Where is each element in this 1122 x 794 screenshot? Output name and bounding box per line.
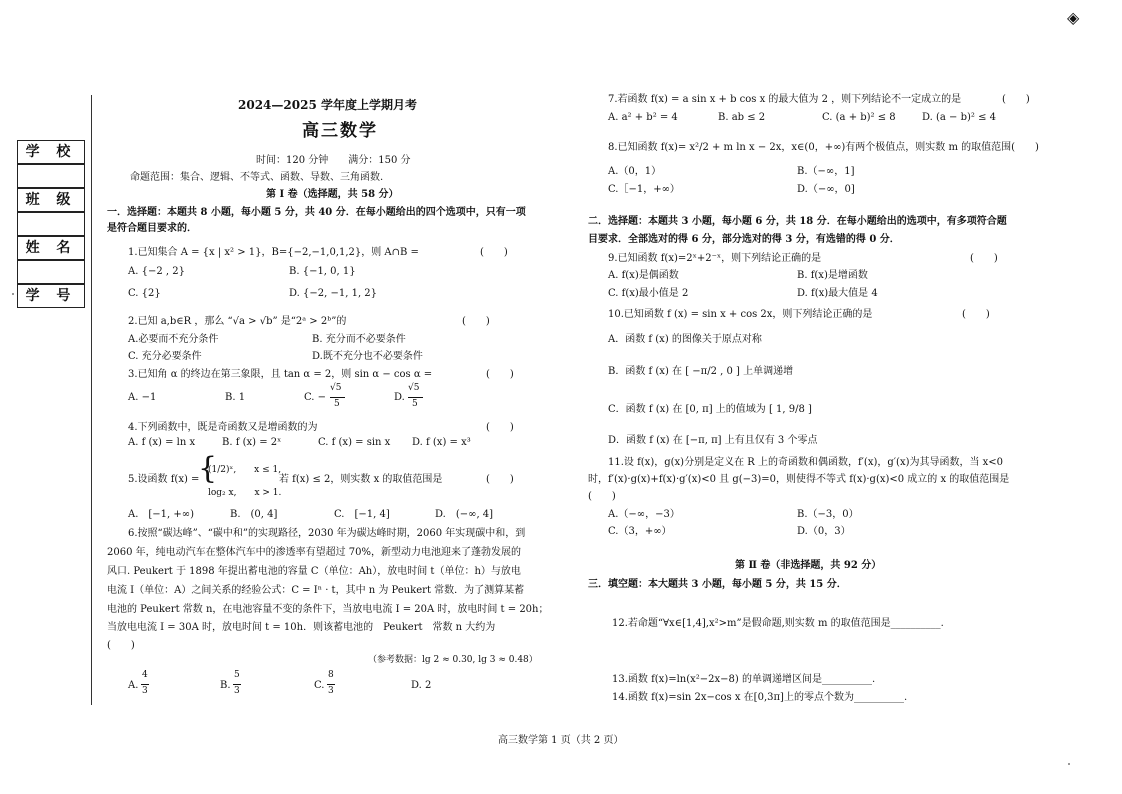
exam-title: 2024—2025 学年度上学期月考: [238, 98, 417, 112]
q9-option-c: C. f(x)最小值是 2: [608, 288, 689, 299]
q7-answer-paren: ( ): [1002, 94, 1030, 105]
q2-option-a: A.必要而不充分条件: [128, 334, 219, 345]
q6-line-2: 2060 年，纯电动汽车在整体汽车中的渗透率有望超过 70%，新型动力电池迎来了蓬勃发展的: [107, 547, 522, 558]
q6-option-d: D. 2: [411, 680, 432, 691]
q6-line-1: 6.按照“碳达峰”、“碳中和”的实现路径，2030 年为碳达峰时期，2060 年实现碳中和，到: [128, 528, 526, 539]
q3-option-d-numerator: √5: [408, 383, 420, 393]
q7-stem: 7.若函数 f(x) = a sin x + b cos x 的最大值为 2 ，则下列结论不一定成立的是: [608, 94, 962, 105]
class-blank: [17, 212, 85, 236]
q8-stem: 8.已知函数 f(x)= x²/2 + m ln x − 2x，x∈(0，+∞)有两个极值点，则实数 m 的取值范围( ): [608, 142, 1039, 153]
class-field: 班 级: [17, 188, 85, 212]
page-footer: 高三数学第 1 页（共 2 页）: [498, 735, 624, 746]
q1-option-c: C. {2}: [128, 288, 161, 299]
student-id-field: 学 号: [17, 284, 85, 308]
q9-option-d: D. f(x)最大值是 4: [797, 288, 878, 299]
school-field: 学 校: [17, 140, 85, 164]
section2-heading: 二．选择题：本题共 3 小题，每小题 6 分，共 18 分．在每小题给出的选项中，有多项符合题: [588, 216, 1007, 227]
q11-line-2: 时，f′(x)·g(x)+f(x)·g′(x)<0 且 g(−3)=0，则使得不等式 f(x)·g(x)<0 成立的 x 的取值范围是: [588, 474, 1010, 485]
q1-option-b: B. {−1, 0, 1}: [289, 266, 356, 277]
q7-option-a: A. a² + b² = 4: [608, 112, 678, 123]
q10-option-b: B．函数 f (x) 在 [ −π/2 , 0 ] 上单调递增: [608, 366, 794, 377]
q3-option-a: A. −1: [128, 392, 157, 403]
q6-option-a: A.: [128, 680, 139, 691]
section2-heading-cont: 目要求．全部选对的得 6 分，部分选对的得 3 分，有选错的得 0 分．: [588, 234, 900, 245]
q10-option-c: C．函数 f (x) 在 [0, π] 上的值域为 [ 1, 9/8 ]: [608, 404, 812, 415]
scan-speck: [1068, 763, 1070, 765]
q9-stem: 9.已知函数 f(x)=2ˣ+2⁻ˣ，则下列结论正确的是: [608, 253, 822, 264]
q6-option-c: C.: [314, 680, 325, 691]
registration-mark: ◈: [1067, 8, 1080, 27]
q2-option-d: D.既不充分也不必要条件: [312, 351, 423, 362]
q5-answer-paren: ( ): [486, 474, 514, 485]
q10-answer-paren: ( ): [962, 309, 990, 320]
q4-option-d: D. f (x) = x³: [412, 437, 471, 448]
part2-heading: 第 Ⅱ 卷（非选择题，共 92 分）: [735, 560, 882, 571]
q6-option-c-den: 3: [328, 686, 334, 696]
q3-option-c-prefix: C. −: [304, 392, 327, 403]
q10-stem: 10.已知函数 f (x) = sin x + cos 2x，则下列结论正确的是: [608, 309, 873, 320]
q2-answer-paren: ( ): [462, 316, 490, 327]
q6-option-c-num: 8: [328, 670, 334, 680]
q11-line-1: 11.设 f(x)，g(x)分别是定义在 R 上的奇函数和偶函数，f′(x)，g′(x)为其导函数，当 x<0: [608, 457, 1004, 468]
q5-brace: {: [198, 451, 218, 486]
q1-stem: 1.已知集合 A = {x | x² > 1}，B={−2,−1,0,1,2}，则 A∩B =: [128, 247, 419, 258]
q2-option-b: B. 充分而不必要条件: [312, 334, 406, 345]
q10-option-d: D．函数 f (x) 在 [−π, π] 上有且仅有 3 个零点: [608, 435, 818, 446]
q5-option-a: A. [−1, +∞): [128, 509, 195, 520]
name-field: 姓 名: [17, 236, 85, 260]
q4-option-b: B. f (x) = 2ˣ: [222, 437, 282, 448]
q9-option-b: B. f(x)是增函数: [797, 270, 868, 281]
q8-option-d: D.（−∞，0]: [797, 184, 855, 195]
q3-stem: 3.已知角 α 的终边在第三象限，且 tan α = 2，则 sin α − cos α =: [128, 369, 433, 380]
q8-option-a: A.（0，1）: [608, 166, 662, 177]
q5-option-b: B. (0, 4]: [230, 509, 278, 520]
q8-option-b: B.（−∞，1]: [797, 166, 855, 177]
q11-option-c: C.（3，+∞）: [608, 526, 672, 537]
q3-option-d-bar: [408, 397, 423, 398]
q4-option-c: C. f (x) = sin x: [318, 437, 391, 448]
exam-scope: 命题范围：集合、逻辑、不等式、函数、导数、三角函数.: [130, 172, 384, 183]
q5-case-1: (1/2)ˣ, x ≤ 1,: [208, 465, 282, 475]
q1-option-a: A. {−2 , 2}: [128, 266, 185, 277]
time-score: 时间：120 分钟 满分：150 分: [256, 155, 411, 166]
q6-line-6: 当放电电流 I = 30A 时，放电时间 t = 10h．则该蓄电池的 Peukert 常数 n 大约为: [107, 622, 496, 633]
q11-option-a: A.（−∞，−3）: [608, 509, 680, 520]
q7-option-c: C. (a + b)² ≤ 8: [822, 112, 896, 123]
q1-option-d: D. {−2, −1, 1, 2}: [289, 288, 378, 299]
school-blank: [17, 164, 85, 188]
q3-option-c-numerator: √5: [330, 383, 342, 393]
q7-option-b: B. ab ≤ 2: [718, 112, 766, 123]
q11-option-b: B.（−3，0）: [797, 509, 859, 520]
q3-option-b: B. 1: [225, 392, 246, 403]
q2-option-c: C. 充分必要条件: [128, 351, 202, 362]
q2-stem: 2.已知 a,b∈R ，那么 “√a > √b” 是“2ᵃ > 2ᵇ”的: [128, 316, 347, 327]
q3-option-c-denominator: 5: [334, 399, 340, 409]
q3-option-d-denominator: 5: [412, 399, 418, 409]
q8-option-c: C.［−1，+∞）: [608, 184, 680, 195]
q5-case-2: log₂ x, x > 1.: [208, 488, 282, 498]
q4-stem: 4.下列函数中，既是奇函数又是增函数的为: [128, 422, 318, 433]
q6-option-a-num: 4: [142, 670, 148, 680]
section3-heading: 三．填空题：本大题共 3 小题，每小题 5 分，共 15 分．: [588, 579, 847, 590]
q7-option-d: D. (a − b)² ≤ 4: [922, 112, 997, 123]
q6-option-b-bar: [233, 684, 241, 685]
q1-answer-paren: ( ): [480, 247, 508, 258]
q6-answer-paren: ( ): [107, 640, 135, 651]
q6-line-4: 电流 I（单位：A）之间关系的经验公式：C = Iⁿ · t，其中 n 为 Peukert 常数．为了测算某蓄: [107, 585, 525, 596]
q3-answer-paren: ( ): [486, 369, 514, 380]
q6-option-b: B.: [220, 680, 231, 691]
name-blank: [17, 260, 85, 284]
q6-option-a-bar: [141, 684, 149, 685]
section1-heading: 一．选择题：本题共 8 小题，每小题 5 分，共 40 分．在每小题给出的四个选项中，只有一项: [107, 207, 526, 218]
part1-heading: 第 Ⅰ 卷（选择题，共 58 分）: [266, 189, 399, 200]
scan-speck: [12, 293, 14, 295]
q6-option-a-den: 3: [142, 686, 148, 696]
q6-line-5: 电池的 Peukert 常数 n，在电池容量不变的条件下，当放电电流 I = 20A 时，放电时间 t = 20h；: [107, 604, 549, 615]
subject-title: 高三数学: [302, 121, 378, 141]
q5-stem-prefix: 5.设函数 f(x) =: [128, 474, 200, 485]
binding-line: [91, 95, 92, 705]
q9-option-a: A. f(x)是偶函数: [608, 270, 679, 281]
q5-option-c: C. [−1, 4]: [334, 509, 390, 520]
q3-option-d-prefix: D.: [394, 392, 405, 403]
q6-option-c-bar: [327, 684, 335, 685]
q4-option-a: A. f (x) = ln x: [128, 437, 196, 448]
q12-fill-blank: 12.若命题“∀x∈[1,4],x²>m”是假命题,则实数 m 的取值范围是__________.: [612, 618, 944, 629]
section1-heading-cont: 是符合题目要求的．: [107, 223, 197, 234]
q13-fill-blank: 13.函数 f(x)=ln(x²−2x−8) 的单调递增区间是__________.: [612, 674, 876, 685]
q6-line-3: 风口. Peukert 于 1898 年提出蓄电池的容量 C（单位：Ah），放电时间 t（单位：h）与放电: [107, 566, 521, 577]
q11-option-d: D.（0，3）: [797, 526, 851, 537]
q10-option-a: A．函数 f (x) 的图像关于原点对称: [608, 334, 762, 345]
q6-reference-data: （参考数据：lg 2 ≈ 0.30, lg 3 ≈ 0.48）: [368, 655, 538, 665]
q5-option-d: D. (−∞, 4]: [435, 509, 494, 520]
q14-fill-blank: 14.函数 f(x)=sin 2x−cos x 在[0,3π]上的零点个数为__________.: [612, 692, 908, 703]
q4-answer-paren: ( ): [486, 422, 514, 433]
q6-option-b-num: 5: [234, 670, 240, 680]
q3-option-c-bar: [330, 397, 345, 398]
q5-stem-suffix: 若 f(x) ≤ 2，则实数 x 的取值范围是: [279, 474, 443, 485]
q11-answer-paren: ( ): [588, 491, 616, 502]
q6-option-b-den: 3: [234, 686, 240, 696]
q9-answer-paren: ( ): [970, 253, 998, 264]
